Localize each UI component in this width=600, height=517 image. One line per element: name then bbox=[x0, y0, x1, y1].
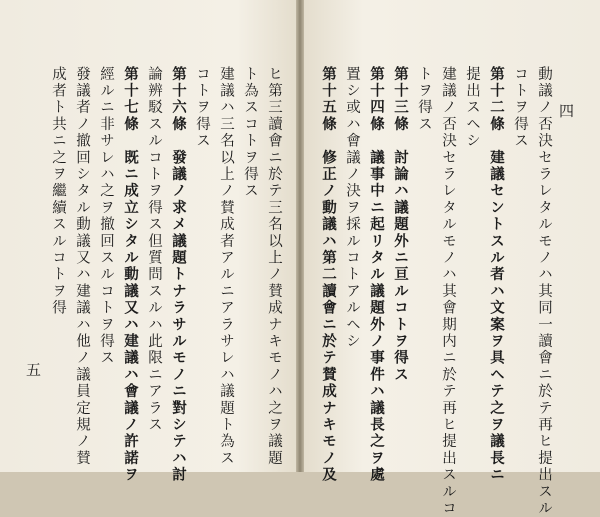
text-line: 成者ト共ニ之ヲ繼續スルコトヲ得 bbox=[50, 66, 66, 317]
text-line: 建議ノ否決セラレタルモノハ其會期内ニ於テ再ヒ提出スルコ bbox=[440, 66, 456, 517]
left-page bbox=[0, 0, 296, 484]
text-line: コトヲ得ス bbox=[512, 66, 528, 150]
text-line: コトヲ得ス bbox=[194, 66, 210, 150]
article-heading-line: 第十二條 建議セントスル者ハ文案ヲ具ヘテ之ヲ議長ニ bbox=[488, 66, 505, 484]
article-heading-line: 第十五條 修正ノ動議ハ第二讀會ニ於テ賛成ナキモノ及 bbox=[320, 66, 337, 484]
book-gutter bbox=[296, 0, 304, 472]
text-line: 論辨駁スルコトヲ得ス但質問スルハ此限ニアラス bbox=[146, 66, 162, 434]
text-line: トヲ得ス bbox=[416, 66, 432, 133]
text-line: 經ルニ非サレハ之ヲ撤回スルコトヲ得ス bbox=[98, 66, 114, 367]
text-line: ヒ第三讀會ニ於テ三名以上ノ賛成ナキモノハ之ヲ議題 bbox=[266, 66, 282, 467]
article-heading-line: 第十七條 既ニ成立シタル動議又ハ建議ハ會議ノ許諾ヲ bbox=[122, 66, 139, 484]
text-line: 發議者ノ撤回シタル動議又ハ建議ハ他ノ議員定規ノ賛 bbox=[74, 66, 90, 467]
right-page bbox=[304, 0, 600, 517]
article-heading-line: 第十六條 發議ノ求メ議題トナラサルモノニ對シテハ討 bbox=[170, 66, 187, 484]
article-heading-line: 第十四條 議事中ニ起リタル議題外ノ事件ハ議長之ヲ處 bbox=[368, 66, 385, 484]
page-number: 五 bbox=[26, 361, 42, 379]
text-line: 動議ノ否決セラレタルモノハ其同一讀會ニ於テ再ヒ提出スル bbox=[536, 66, 552, 517]
article-heading-line: 第十三條 討論ハ議題外ニ亘ルコトヲ得ス bbox=[392, 66, 409, 384]
text-line: ト為スコトヲ得ス bbox=[242, 66, 258, 200]
page-number: 四 bbox=[558, 102, 574, 120]
right-page-text bbox=[316, 66, 556, 517]
text-line: 置シ或ハ會議ノ決ヲ採ルコトアルヘシ bbox=[344, 66, 360, 350]
text-line: 建議ハ三名以上ノ賛成者アルニアラサレハ議題ト為ス bbox=[218, 66, 234, 467]
left-page-text bbox=[46, 66, 286, 484]
text-line: 提出スヘシ bbox=[464, 66, 480, 150]
